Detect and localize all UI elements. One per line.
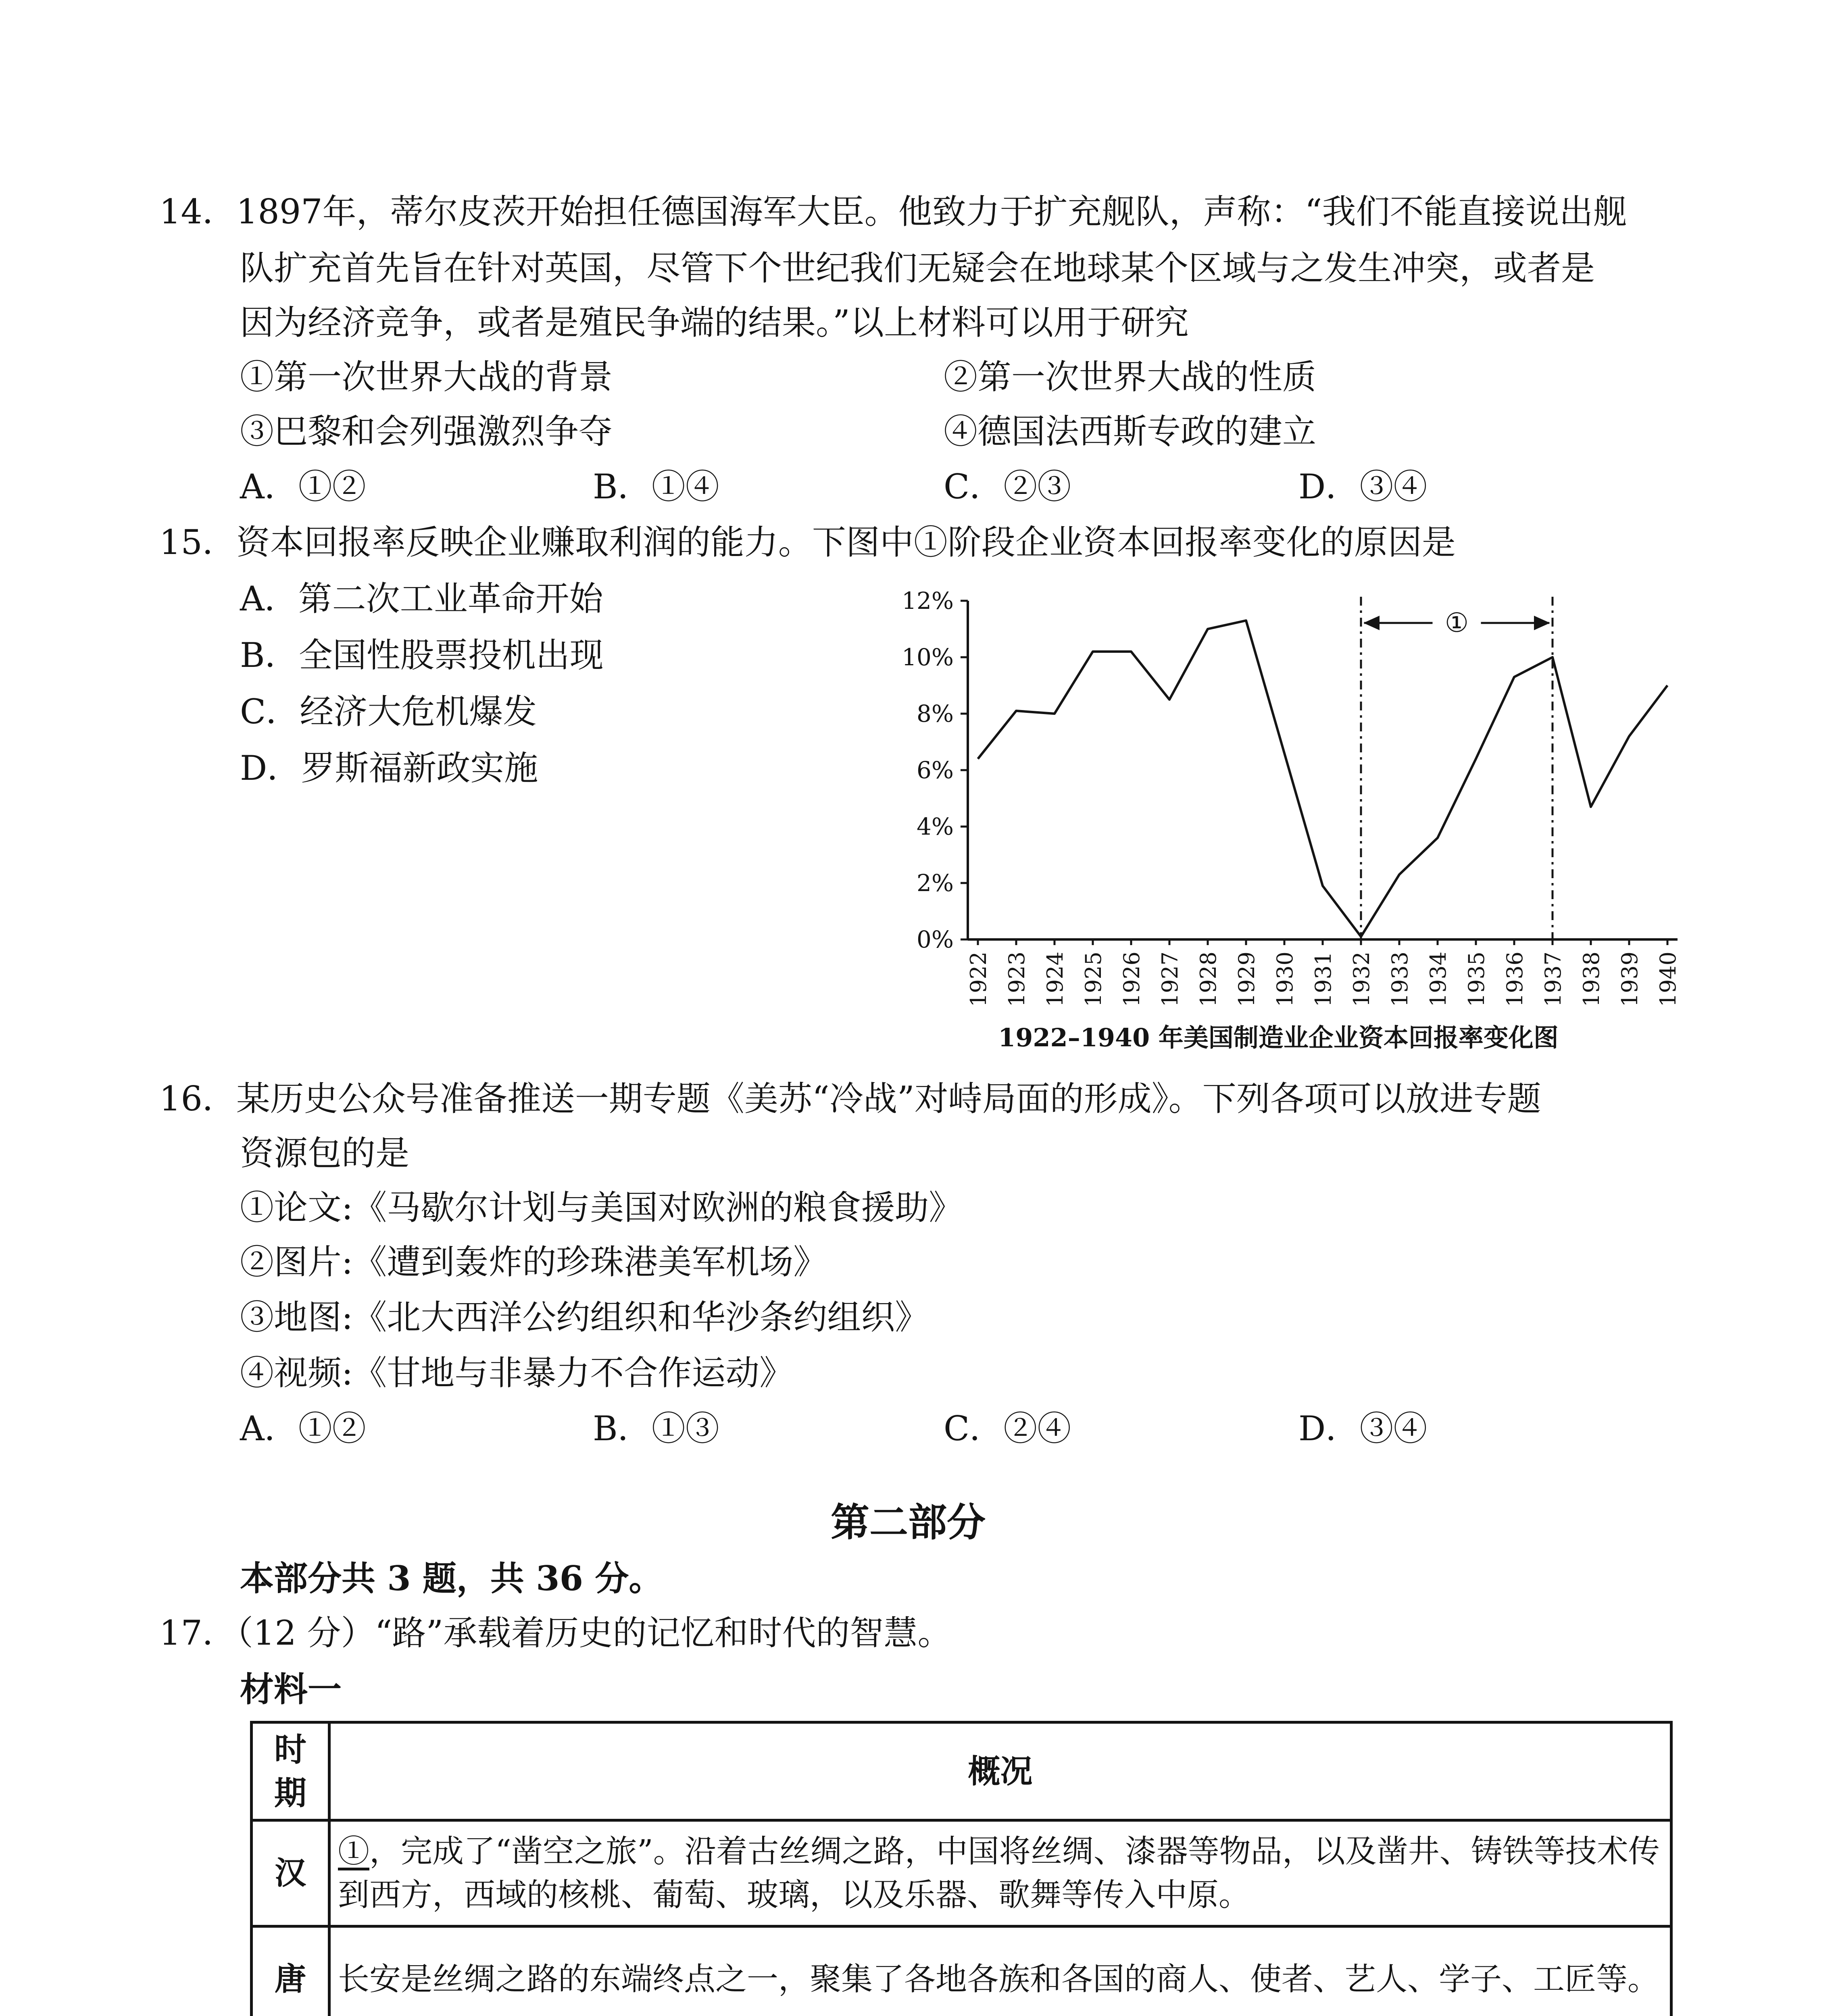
table-header-period: 时期 xyxy=(252,1722,329,1820)
chart-x-tick-label: 1923 xyxy=(1004,952,1029,1007)
q14-option-b[interactable]: B．①④ xyxy=(593,467,719,506)
q16-option-b[interactable]: B．①③ xyxy=(593,1409,719,1448)
q16-item-1: ①论文:《马歇尔计划与美国对欧洲的粮食援助》 xyxy=(240,1188,963,1227)
q14-stem-line-3: 因为经济竞争，或者是殖民争端的结果。”以上材料可以用于研究 xyxy=(240,303,1189,342)
q14-item-1: ①第一次世界大战的背景 xyxy=(240,357,613,397)
table-row xyxy=(252,1926,1671,2016)
blank-marker-1: ① xyxy=(338,1833,370,1870)
phase-arrowhead-left xyxy=(1363,616,1380,630)
q15-option-d[interactable]: D．罗斯福新政实施 xyxy=(240,748,538,788)
chart-x-tick-label: 1931 xyxy=(1311,952,1336,1007)
q16-stem-line-2: 资源包的是 xyxy=(240,1133,410,1173)
q15-option-c[interactable]: C．经济大危机爆发 xyxy=(240,692,537,731)
chart-x-tick-label: 1939 xyxy=(1617,952,1642,1007)
q16-option-a[interactable]: A．①② xyxy=(240,1409,366,1448)
table-cell-period: 汉 xyxy=(252,1820,329,1926)
q16-option-c[interactable]: C．②④ xyxy=(944,1409,1071,1448)
chart-x-tick-label: 1932 xyxy=(1349,952,1374,1007)
chart-y-tick-label: 10% xyxy=(902,644,954,671)
chart-x-tick-labels xyxy=(966,939,1681,1007)
chart-x-tick-label: 1937 xyxy=(1540,952,1566,1007)
chart-y-tick-label: 0% xyxy=(916,926,954,953)
chart-x-tick-label: 1936 xyxy=(1502,952,1528,1007)
q16-stem-line-1: 16．某历史公众号准备推送一期专题《美苏“冷战”对峙局面的形成》。下列各项可以放进专题 xyxy=(159,1079,1541,1118)
chart-x-tick-label: 1930 xyxy=(1272,952,1298,1007)
chart-y-tick-label: 4% xyxy=(916,813,954,840)
chart-x-tick-label: 1938 xyxy=(1579,952,1604,1007)
table-cell-overview: 长安是丝绸之路的东端终点之一，聚集了各地各族和各国的商人、使者、艺人、学子、工匠等。 xyxy=(329,1926,1671,2016)
chart-y-tick-labels xyxy=(902,587,968,953)
chart-series-line xyxy=(978,621,1667,937)
chart-y-tick-label: 2% xyxy=(916,869,954,897)
table-cell-overview xyxy=(329,1820,1671,1926)
q14-item-2: ②第一次世界大战的性质 xyxy=(944,357,1317,397)
q14-option-a[interactable]: A．①② xyxy=(240,467,366,506)
q14-stem-line-2: 队扩充首先旨在针对英国，尽管下个世纪我们无疑会在地球某个区域与之发生冲突，或者是 xyxy=(240,248,1595,288)
q15-option-a[interactable]: A．第二次工业革命开始 xyxy=(240,579,603,619)
q15-stem: 15．资本回报率反映企业赚取利润的能力。下图中①阶段企业资本回报率变化的原因是 xyxy=(159,523,1456,562)
phase-label: ① xyxy=(1444,607,1469,638)
table-row xyxy=(252,1820,1671,1926)
chart-x-tick-label: 1929 xyxy=(1234,952,1259,1007)
chart-y-tick-label: 12% xyxy=(902,587,954,614)
q14-option-c[interactable]: C．②③ xyxy=(944,467,1071,506)
q16-item-3: ③地图:《北大西洋公约组织和华沙条约组织》 xyxy=(240,1297,929,1337)
chart-x-tick-label: 1925 xyxy=(1081,952,1106,1007)
chart-x-tick-label: 1935 xyxy=(1464,952,1489,1007)
table-cell-period: 唐 xyxy=(252,1926,329,2016)
q15-option-b[interactable]: B．全国性股票投机出现 xyxy=(240,635,604,675)
return-rate-chart xyxy=(863,577,1694,1052)
table-cell-text: ，完成了“凿空之旅”。沿着古丝绸之路，中国将丝绸、漆器等物品，以及凿井、铸铁等技术传到西方，西域的核桃、葡萄、玻璃，以及乐器、歌舞等传入中原。 xyxy=(338,1833,1660,1913)
chart-x-tick-label: 1924 xyxy=(1042,952,1068,1007)
chart-x-tick-label: 1933 xyxy=(1387,952,1413,1007)
chart-x-tick-label: 1940 xyxy=(1655,952,1681,1007)
chart-x-tick-label: 1922 xyxy=(966,952,991,1007)
chart-title: 1922–1940 年美国制造业企业资本回报率变化图 xyxy=(998,1023,1559,1052)
table-header-overview: 概况 xyxy=(329,1722,1671,1820)
q14-item-3: ③巴黎和会列强激烈争夺 xyxy=(240,412,613,451)
q16-option-d[interactable]: D．③④ xyxy=(1298,1409,1428,1448)
q14-item-4: ④德国法西斯专政的建立 xyxy=(944,412,1317,451)
phase-arrowhead-right xyxy=(1534,616,1550,630)
q17-material-table xyxy=(250,1721,1673,2016)
q14-option-d[interactable]: D．③④ xyxy=(1298,467,1428,506)
q16-item-2: ②图片:《遭到轰炸的珍珠港美军机场》 xyxy=(240,1242,827,1282)
table-header-row xyxy=(252,1722,1671,1820)
chart-axes xyxy=(968,601,1678,939)
chart-y-tick-label: 6% xyxy=(916,756,954,784)
part2-intro: 本部分共 3 题，共 36 分。 xyxy=(240,1558,663,1598)
chart-x-tick-label: 1928 xyxy=(1196,952,1221,1007)
q17-stem: 17．（12 分）“路”承载着历史的记忆和时代的智慧。 xyxy=(159,1613,952,1653)
q17-material-label: 材料一 xyxy=(240,1669,342,1709)
chart-x-tick-label: 1927 xyxy=(1157,952,1183,1007)
chart-x-tick-label: 1934 xyxy=(1425,952,1451,1007)
part2-heading: 第二部分 xyxy=(831,1500,986,1545)
q14-stem-line-1: 14．1897年，蒂尔皮茨开始担任德国海军大臣。他致力于扩充舰队，声称：“我们不能直接说出舰 xyxy=(159,192,1627,231)
chart-y-tick-label: 8% xyxy=(916,700,954,727)
chart-series xyxy=(978,621,1667,937)
chart-x-tick-label: 1926 xyxy=(1119,952,1144,1007)
q16-item-4: ④视频:《甘地与非暴力不合作运动》 xyxy=(240,1353,794,1393)
